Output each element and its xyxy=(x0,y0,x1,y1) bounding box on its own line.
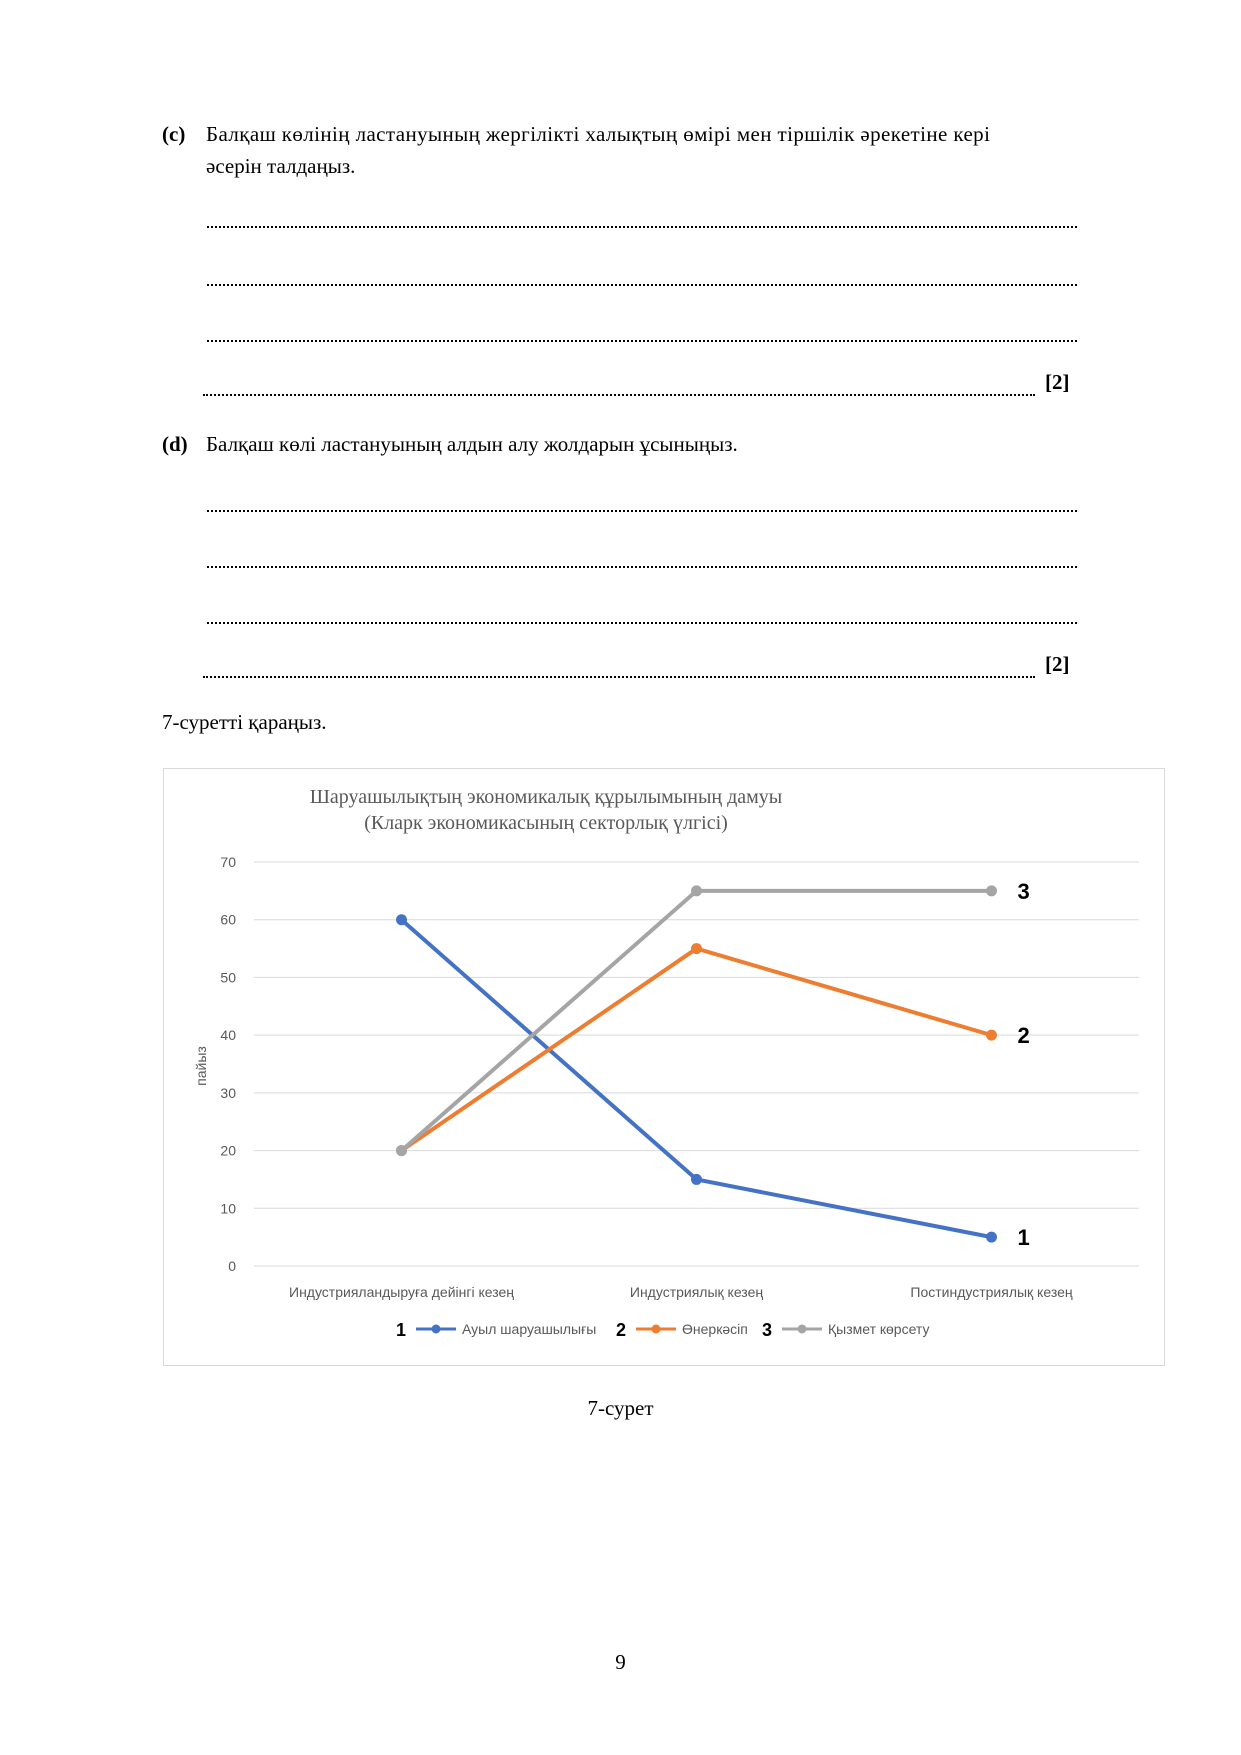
answer-line[interactable] xyxy=(207,340,1077,342)
legend-label: Қызмет көрсету xyxy=(828,1321,930,1337)
answer-line[interactable] xyxy=(207,566,1077,568)
data-point xyxy=(986,885,997,896)
data-point xyxy=(691,1174,702,1185)
chart-container xyxy=(163,768,1165,1366)
chart-series-lines xyxy=(402,891,992,1237)
answer-line[interactable] xyxy=(203,676,1035,678)
question-c-line2: әсерін талдаңыз. xyxy=(206,154,356,178)
y-tick-label: 70 xyxy=(220,854,236,870)
answer-line[interactable] xyxy=(207,622,1077,624)
y-tick-label: 10 xyxy=(220,1200,236,1217)
legend-number: 3 xyxy=(762,1320,773,1340)
page-number: 9 xyxy=(615,1650,626,1674)
chart-legend xyxy=(396,1320,929,1340)
question-c-label: (c) xyxy=(162,122,186,146)
y-tick-label: 20 xyxy=(220,1142,236,1159)
series-line-1 xyxy=(402,920,992,1237)
x-tick-label: Индустриялық кезең xyxy=(629,1284,764,1300)
question-d-text: Балқаш көлі ластануының алдын алу жолдарын ұсыныңыз. xyxy=(206,432,738,456)
y-axis-label: пайыз xyxy=(193,1046,209,1086)
legend-marker xyxy=(798,1325,807,1334)
answer-line[interactable] xyxy=(207,284,1077,286)
figure-reference: 7-суретті қараңыз. xyxy=(162,710,327,734)
chart-title: Шаруашылықтың экономикалық құрылымының дамуы xyxy=(309,786,783,808)
legend-number: 1 xyxy=(396,1320,407,1340)
series-end-label: 3 xyxy=(1017,878,1030,904)
data-point xyxy=(691,885,702,896)
series-line-2 xyxy=(402,949,992,1151)
legend-label: Ауыл шаруашылығы xyxy=(462,1321,597,1337)
answer-line[interactable] xyxy=(207,226,1077,228)
question-d-label: (d) xyxy=(162,432,188,456)
y-tick-label: 30 xyxy=(220,1084,236,1101)
series-end-label: 1 xyxy=(1017,1225,1030,1251)
x-tick-label: Постиндустриялық кезең xyxy=(910,1284,1073,1300)
data-point xyxy=(691,943,702,954)
x-axis-ticks xyxy=(289,1284,1073,1300)
chart-grid xyxy=(254,862,1139,1266)
data-point xyxy=(396,1145,407,1156)
chart-subtitle: (Кларк экономикасының секторлық үлгісі) xyxy=(364,812,728,834)
series-line-3 xyxy=(402,891,992,1151)
y-axis-ticks xyxy=(220,854,236,1274)
line-chart xyxy=(164,769,1164,1365)
legend-marker xyxy=(432,1325,441,1334)
question-c-text xyxy=(206,118,1241,182)
x-tick-label: Индустрияландыруға дейінгі кезең xyxy=(289,1284,514,1300)
question-c-line1: Балқаш көлінің ластануының жергілікті халықтың өмірі мен тіршілік әрекетіне кері xyxy=(206,122,991,146)
y-tick-label: 0 xyxy=(228,1258,236,1274)
answer-line[interactable] xyxy=(203,394,1035,396)
legend-number: 2 xyxy=(616,1320,627,1340)
answer-line[interactable] xyxy=(207,510,1077,512)
question-c-mark: [2] xyxy=(1045,370,1070,394)
figure-caption: 7-сурет xyxy=(587,1396,654,1420)
y-tick-label: 50 xyxy=(220,969,236,986)
data-point xyxy=(396,914,407,925)
legend-marker xyxy=(652,1325,661,1334)
legend-label: Өнеркәсіп xyxy=(682,1321,748,1337)
question-d-mark: [2] xyxy=(1045,652,1070,676)
series-end-label: 2 xyxy=(1017,1023,1030,1049)
chart-data-points xyxy=(396,885,997,1242)
data-point xyxy=(986,1232,997,1243)
y-tick-label: 60 xyxy=(220,911,236,928)
data-point xyxy=(986,1030,997,1041)
y-tick-label: 40 xyxy=(220,1027,236,1044)
series-end-labels xyxy=(1018,879,1030,1250)
